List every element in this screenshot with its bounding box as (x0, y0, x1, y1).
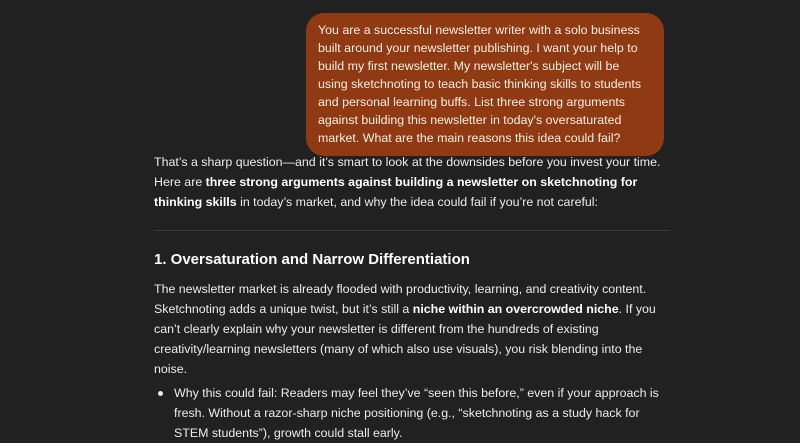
bullet-text: Why this could fail: Readers may feel they’ve “seen this before,” even if your approach is fresh. Without a razor-sharp niche positioning (e.g., “sketchnoting as a study hack for STEM students”), growth could stall early. (174, 386, 659, 440)
section-body (154, 279, 670, 379)
bullet-dot-icon (158, 391, 163, 396)
section-divider (154, 230, 670, 231)
user-message-row (306, 13, 664, 156)
section-body-end: . If you can’t clearly explain why your newsletter is different from the hundreds of existing creativity/learning newsletters (many of which also use visuals), you risk blending into the noise. (154, 302, 656, 376)
assistant-message (154, 152, 670, 443)
assistant-intro (154, 152, 670, 212)
user-message-bubble (306, 13, 664, 156)
intro-bold-text: three strong arguments against building a newsletter on sketchnoting for thinking skills (154, 175, 638, 209)
section-body-start: The newsletter market is already flooded with productivity, learning, and creativity content. Sketchnoting adds a unique twist, but it’s still a (154, 282, 647, 316)
list-item (154, 383, 670, 443)
intro-text-start: That’s a sharp question—and it’s smart to look at the downsides before you invest your time. Here are (154, 155, 661, 189)
bullet-list (154, 383, 670, 443)
section-body-bold: niche within an overcrowded niche (412, 302, 619, 316)
user-message-text: You are a successful newsletter writer with a solo business built around your newsletter publishing. I want your help to build my first newsletter. My newsletter's subject will be using sketchnoting to teach basic thinking skills to students and personal learning buffs. List three strong arguments against building this newsletter in today's oversaturated market. What are the main reasons this idea could fail? (318, 23, 642, 145)
section-heading: 1. Oversaturation and Narrow Differentiation (154, 251, 470, 268)
intro-text-end: in today’s market, and why the idea could fail if you’re not careful: (236, 195, 598, 209)
